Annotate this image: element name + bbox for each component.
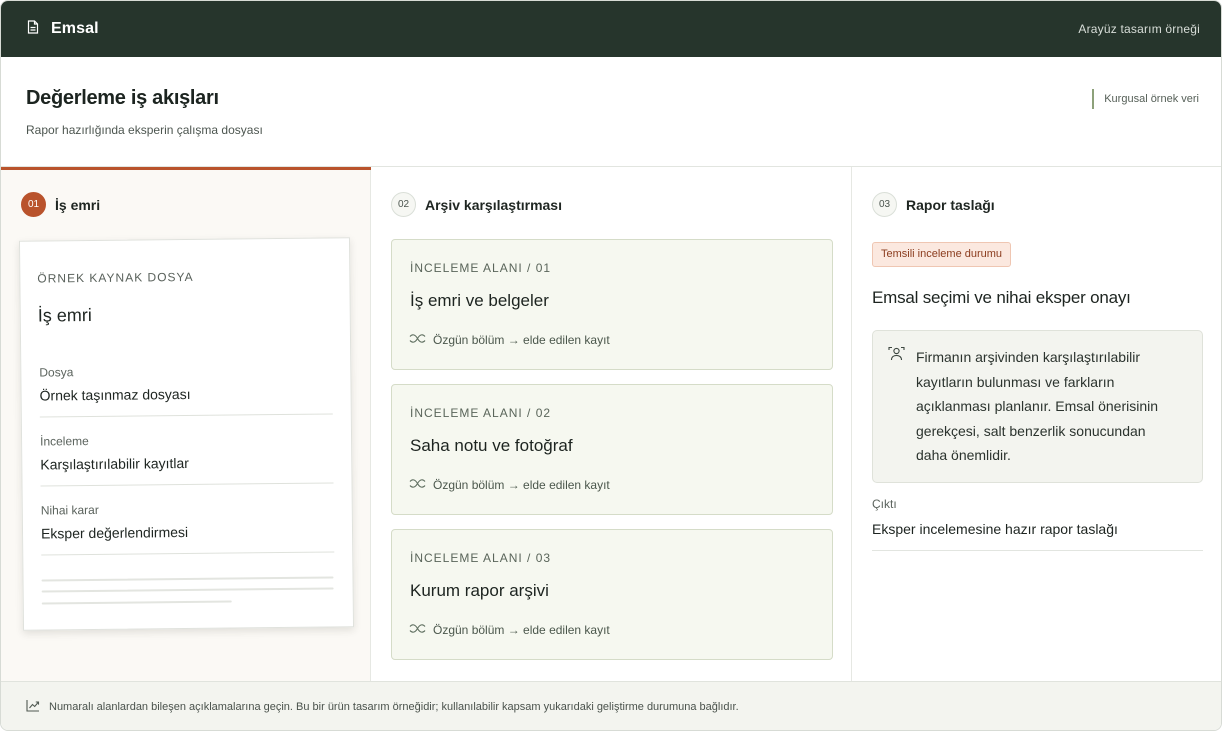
card-footer-text: Özgün bölüm → elde edilen kayıt bbox=[433, 478, 610, 492]
step-work-order-panel[interactable] bbox=[1, 167, 371, 681]
output-label: Çıktı bbox=[872, 497, 897, 511]
field-label: Nihai karar bbox=[40, 502, 99, 518]
document-title: İş emri bbox=[37, 304, 92, 326]
fictional-data-tag: Kurgusal örnek veri bbox=[1092, 89, 1199, 109]
card-footer bbox=[409, 333, 610, 347]
card-title: Kurum rapor arşivi bbox=[410, 581, 549, 600]
card-footer bbox=[409, 623, 610, 637]
step-archive-panel[interactable] bbox=[371, 167, 852, 681]
step-number: 02 bbox=[391, 192, 416, 217]
page-header bbox=[1, 57, 1222, 167]
field-value: Eksper değerlendirmesi bbox=[40, 523, 189, 542]
info-box bbox=[872, 330, 1203, 483]
link-flow-icon bbox=[409, 478, 426, 492]
page-title: Değerleme iş akışları bbox=[26, 87, 219, 109]
link-flow-icon bbox=[409, 623, 426, 637]
source-document bbox=[19, 237, 354, 630]
card-title: Saha notu ve fotoğraf bbox=[410, 436, 573, 455]
placeholder-text-line bbox=[42, 576, 334, 581]
step-label: Rapor taslağı bbox=[906, 196, 995, 213]
brand[interactable] bbox=[27, 20, 99, 39]
active-step-indicator bbox=[1, 167, 371, 170]
card-footer-text: Özgün bölüm → elde edilen kayıt bbox=[433, 333, 610, 347]
card-kicker: İNCELEME ALANI / 03 bbox=[410, 551, 552, 565]
field-label: Dosya bbox=[39, 365, 74, 380]
document-icon bbox=[27, 20, 39, 39]
footer-hint bbox=[1, 681, 1222, 731]
placeholder-text-line bbox=[42, 587, 334, 592]
person-scan-icon bbox=[888, 346, 905, 366]
link-flow-icon bbox=[409, 333, 426, 347]
step-label: İş emri bbox=[55, 196, 101, 213]
card-title: İş emri ve belgeler bbox=[410, 291, 549, 310]
document-field-file bbox=[39, 362, 333, 417]
field-value: Örnek taşınmaz dosyası bbox=[39, 385, 191, 404]
step-number: 03 bbox=[872, 192, 897, 217]
trend-chart-icon bbox=[26, 699, 40, 715]
document-field-review bbox=[40, 431, 334, 486]
review-area-card[interactable] bbox=[391, 239, 833, 370]
report-title: Emsal seçimi ve nihai eksper onayı bbox=[872, 288, 1131, 307]
document-field-final-decision bbox=[41, 500, 335, 555]
divider bbox=[872, 550, 1203, 551]
step-report-panel[interactable] bbox=[852, 167, 1222, 681]
field-value: Karşılaştırılabilir kayıtlar bbox=[40, 454, 189, 473]
card-kicker: İNCELEME ALANI / 02 bbox=[410, 406, 552, 420]
footer-text: Numaralı alanlardan bileşen açıklamalarına geçin. Bu bir ürün tasarım örneğidir; kullanılabilir kapsam yukarıdaki geliştirme durumuna bağlıdır. bbox=[49, 701, 739, 713]
step-header-archive[interactable] bbox=[391, 192, 562, 217]
step-header-work-order[interactable] bbox=[21, 192, 100, 217]
step-label: Arşiv karşılaştırması bbox=[425, 196, 562, 213]
review-area-card[interactable] bbox=[391, 529, 833, 660]
design-sample-note: Arayüz tasarım örneği bbox=[1078, 22, 1200, 36]
field-label: İnceleme bbox=[39, 434, 89, 449]
card-footer bbox=[409, 478, 610, 492]
output-value: Eksper incelemesine hazır rapor taslağı bbox=[872, 521, 1118, 537]
step-header-report[interactable] bbox=[872, 192, 995, 217]
card-kicker: İNCELEME ALANI / 01 bbox=[410, 261, 552, 275]
card-footer-text: Özgün bölüm → elde edilen kayıt bbox=[433, 623, 610, 637]
placeholder-text-line bbox=[42, 601, 232, 605]
step-number: 01 bbox=[21, 192, 46, 217]
status-badge: Temsili inceleme durumu bbox=[872, 242, 1011, 267]
top-bar bbox=[1, 1, 1222, 57]
info-text: Firmanın arşivinden karşılaştırılabilir kayıtların bulunması ve farkların açıklanması planlanır. Emsal önerisinin gerekçesi, salt benzerlik sonucundan daha önemlidir. bbox=[916, 349, 1159, 463]
document-kicker: ÖRNEK KAYNAK DOSYA bbox=[37, 269, 194, 286]
brand-name: Emsal bbox=[51, 20, 99, 37]
page-subtitle: Rapor hazırlığında eksperin çalışma dosyası bbox=[26, 123, 263, 137]
review-area-card[interactable] bbox=[391, 384, 833, 515]
